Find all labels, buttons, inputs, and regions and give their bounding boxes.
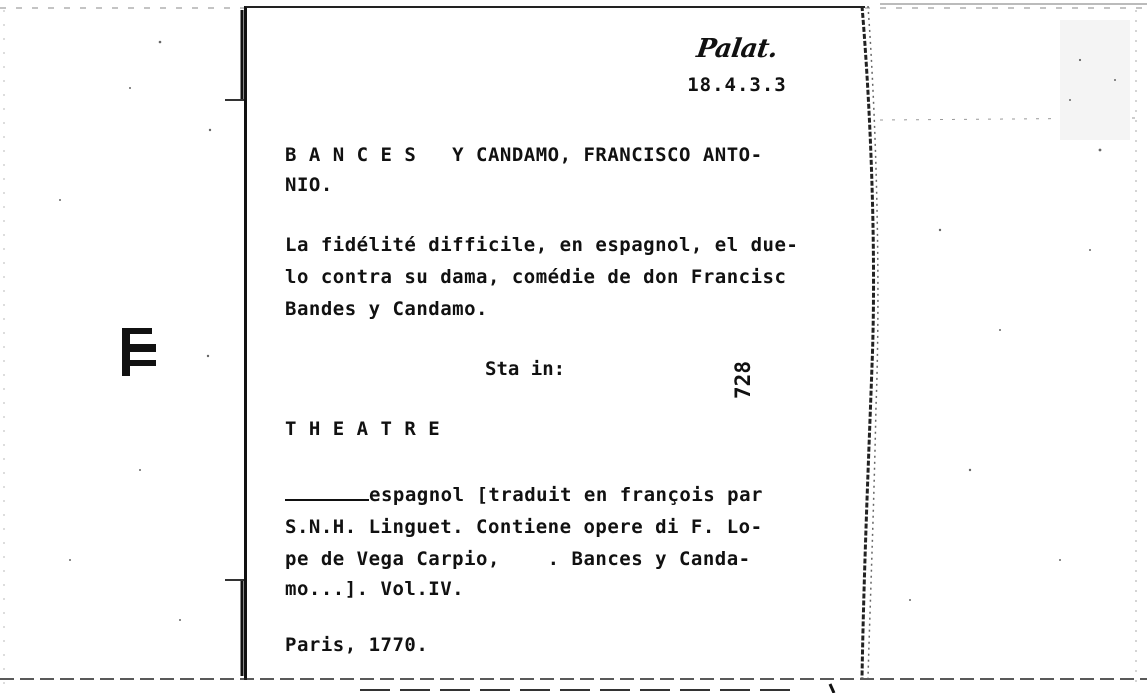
shelfmark xyxy=(677,34,797,96)
left-margin-stamp-mark xyxy=(118,326,158,378)
edition-line-2: S.N.H. Linguet. Contiene opere di F. Lo- xyxy=(285,516,763,538)
author-line-1: B A N C E S Y CANDAMO, FRANCISCO ANTO- xyxy=(285,144,763,166)
scan-bottom-edge xyxy=(0,676,1147,693)
sta-in-label: Sta in: xyxy=(485,358,566,380)
edition-line-1 xyxy=(285,484,763,506)
title-line-2: lo contra su dama, comédie de don Francisc xyxy=(285,266,787,288)
imprint: Paris, 1770. xyxy=(285,634,429,656)
series-heading: T H E A T R E xyxy=(285,418,441,440)
title-line-3: Bandes y Candamo. xyxy=(285,298,488,320)
series-blank-rule xyxy=(285,485,369,501)
card-right-edge xyxy=(858,6,882,678)
edition-line-4: mo...]. Vol.IV. xyxy=(285,578,465,600)
shelfmark-number: 18.4.3.3 xyxy=(687,74,787,96)
shelfmark-collection: Palat. xyxy=(694,34,780,64)
edition-line-1-text: espagnol [traduit en françois par xyxy=(369,484,763,506)
catalog-card xyxy=(244,6,865,680)
number-stamp xyxy=(725,352,755,410)
title-line-1: La fidélité difficile, en espagnol, el due- xyxy=(285,234,799,256)
edition-line-3: pe de Vega Carpio, . Bances y Canda- xyxy=(285,548,751,570)
number-stamp-text: 728 xyxy=(731,361,755,399)
author-line-2: NIO. xyxy=(285,174,333,196)
